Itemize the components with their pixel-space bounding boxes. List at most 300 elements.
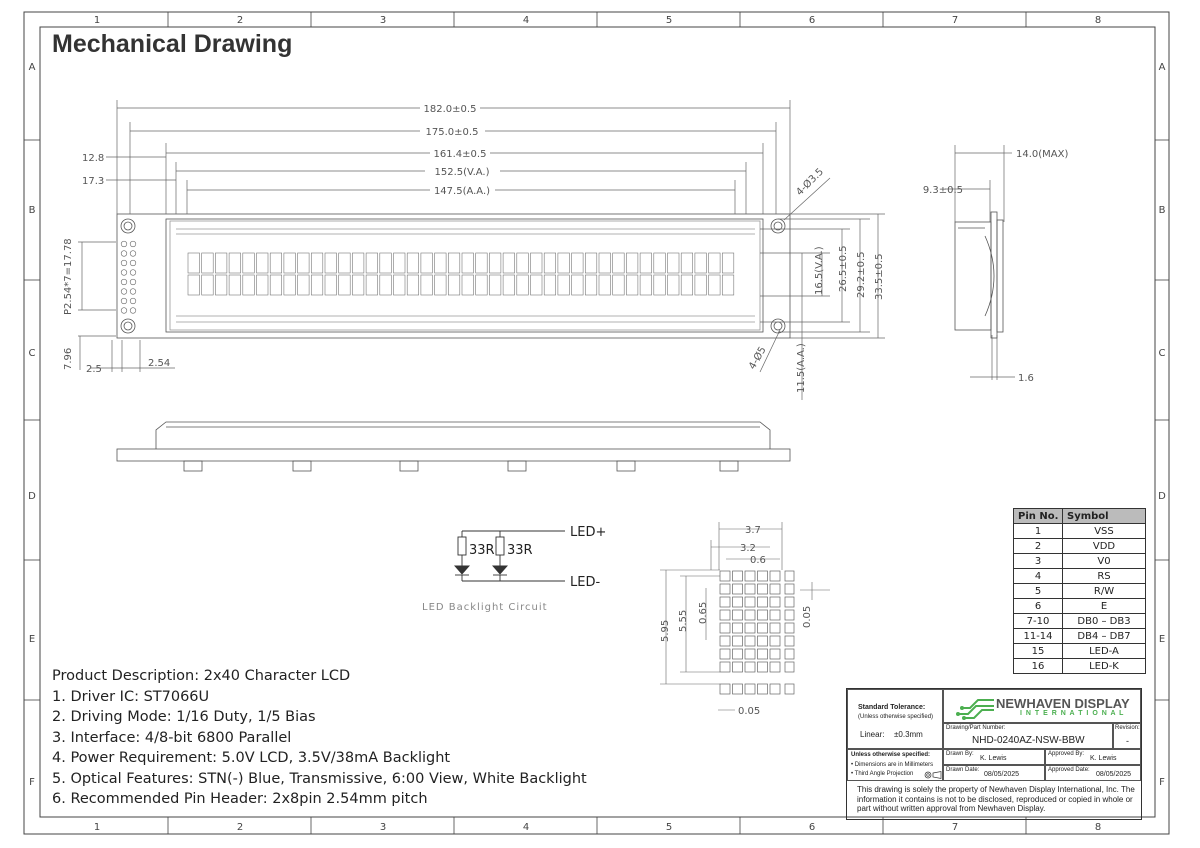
product-description — [52, 666, 587, 810]
table-row — [1014, 659, 1146, 674]
pin-number: 5 — [1014, 584, 1063, 599]
pin-pad — [130, 270, 136, 276]
pin-number: 1 — [1014, 524, 1063, 539]
dot-cell — [733, 649, 743, 659]
grid-column-label: 8 — [1094, 822, 1102, 833]
character-cell — [640, 275, 652, 295]
dot-cell — [733, 636, 743, 646]
pin-number: 6 — [1014, 599, 1063, 614]
grid-column-label: 2 — [236, 822, 244, 833]
description-item: 6. Recommended Pin Header: 2x8pin 2.54mm pitch — [52, 791, 428, 807]
character-cell — [517, 275, 529, 295]
table-row — [1014, 614, 1146, 629]
dim-3-2: 3.2 — [740, 543, 756, 554]
character-cell — [654, 253, 666, 273]
dot-cell — [785, 649, 794, 659]
table-row — [1014, 569, 1146, 584]
dim-3-7: 3.7 — [745, 525, 761, 536]
grid-column-label: 7 — [951, 822, 959, 833]
drawn-date: 08/05/2025 — [984, 771, 1020, 778]
pin-pad — [121, 260, 127, 266]
character-cell — [421, 253, 433, 273]
pin-symbol: DB0 – DB3 — [1063, 614, 1146, 629]
dim-175: 175.0±0.5 — [425, 127, 479, 138]
ownership-notice: This drawing is solely the property of Newhaven Display International, Inc. The information it contains is not to be disclosed, reproduced or copied in whole or part without written approval from Newhaven Display. — [857, 785, 1135, 813]
character-cell — [257, 275, 269, 295]
table-row — [1014, 584, 1146, 599]
dot-cell — [785, 597, 794, 607]
hole-top-label: 4-Ø3.5 — [794, 166, 826, 199]
dim-5-95: 5.95 — [660, 619, 671, 642]
character-cell — [558, 253, 570, 273]
pin-symbol: E — [1063, 599, 1146, 614]
character-cell — [380, 275, 392, 295]
character-cell — [681, 275, 693, 295]
led-minus-label: LED- — [570, 575, 601, 590]
character-cell — [352, 275, 364, 295]
mounting-tab — [720, 461, 738, 471]
character-cell — [695, 253, 707, 273]
dim-29-2: 29.2±0.5 — [856, 251, 867, 298]
pin-pad — [130, 279, 136, 285]
units-note: • Dimensions are in Millimeters — [851, 762, 934, 768]
character-cell — [407, 253, 419, 273]
character-cell — [229, 275, 241, 295]
character-cell — [668, 253, 680, 273]
character-cell — [188, 275, 200, 295]
grid-column-label: 7 — [951, 15, 959, 26]
pin-symbol: LED-A — [1063, 644, 1146, 659]
character-cell — [284, 275, 296, 295]
approved-date-label: Approved Date: — [1048, 767, 1090, 773]
character-cell — [435, 275, 447, 295]
dot-cell — [770, 571, 780, 581]
grid-row-label: C — [1158, 348, 1166, 359]
dot-cell — [733, 597, 743, 607]
dimension-lines — [78, 100, 1015, 400]
grid-row-label: B — [28, 205, 36, 216]
pin-pad — [121, 251, 127, 257]
character-cell — [421, 275, 433, 295]
dot-cell — [785, 662, 794, 672]
grid-column-label: 8 — [1094, 15, 1102, 26]
dot-cell — [720, 597, 730, 607]
grid-row-label: D — [28, 491, 36, 502]
description-item: 2. Driving Mode: 1/16 Duty, 1/5 Bias — [52, 709, 316, 725]
grid-column-label: 6 — [808, 15, 816, 26]
dim-2-54: 2.54 — [148, 358, 171, 369]
character-cell — [366, 253, 378, 273]
pin-symbol: RS — [1063, 569, 1146, 584]
units-cell — [847, 749, 943, 781]
dot-cell — [745, 649, 755, 659]
pin-number: 3 — [1014, 554, 1063, 569]
character-cell — [339, 253, 351, 273]
character-cell — [517, 253, 529, 273]
character-cell — [613, 253, 625, 273]
projection-note: • Third Angle Projection — [851, 771, 914, 777]
character-cell — [270, 275, 282, 295]
dot-cell — [745, 584, 755, 594]
part-number: NHD-0240AZ-NSW-BBW — [972, 735, 1085, 746]
dot-cell — [770, 662, 780, 672]
dot-cell — [770, 610, 780, 620]
character-cell — [668, 275, 680, 295]
dot-cell — [745, 623, 755, 633]
grid-row-label: F — [1159, 777, 1165, 788]
pin-symbol: VDD — [1063, 539, 1146, 554]
drawn-date-label: Drawn Date: — [946, 767, 980, 773]
mounting-tab — [508, 461, 526, 471]
dim-aa-h: 11.5(A.A.) — [796, 343, 807, 393]
unless-label: Unless otherwise specified: — [851, 752, 931, 758]
dot-cell — [745, 610, 755, 620]
character-cell — [476, 275, 488, 295]
dot-cell — [758, 684, 768, 694]
dim-0-65: 0.65 — [698, 601, 709, 624]
grid-row-label: D — [1158, 491, 1166, 502]
character-cell — [709, 275, 721, 295]
grid-row-label: E — [28, 634, 36, 645]
character-cell — [215, 253, 227, 273]
dim-2-5: 2.5 — [86, 364, 102, 375]
pin-symbol: LED-K — [1063, 659, 1146, 674]
dot-cell — [733, 571, 743, 581]
dot-cell — [745, 662, 755, 672]
grid-row-label: E — [1158, 634, 1166, 645]
character-cell — [298, 275, 310, 295]
dot-cell — [758, 649, 768, 659]
dot-cell — [720, 636, 730, 646]
pin-pad — [130, 298, 136, 304]
dim-161: 161.4±0.5 — [433, 149, 487, 160]
character-cell — [585, 253, 597, 273]
pin-pad — [121, 308, 127, 314]
character-cell — [339, 275, 351, 295]
pin-symbol: V0 — [1063, 554, 1146, 569]
character-cell — [558, 275, 570, 295]
backlight-texts — [422, 525, 606, 613]
grid-column-label: 6 — [808, 822, 816, 833]
pin-pad — [121, 289, 127, 295]
character-cell — [544, 253, 556, 273]
pin-symbol: R/W — [1063, 584, 1146, 599]
dot-cell — [785, 636, 794, 646]
grid-column-label: 4 — [522, 15, 530, 26]
dot-cell — [745, 571, 755, 581]
dot-cell — [720, 610, 730, 620]
character-cell — [352, 253, 364, 273]
dot-cell — [733, 623, 743, 633]
grid-row-label: A — [28, 62, 36, 73]
std-tolerance-note: (Unless otherwise specified) — [858, 714, 934, 720]
third-angle-projection-icon — [924, 771, 942, 779]
dot-cell — [785, 623, 794, 633]
grid-column-label: 4 — [522, 822, 530, 833]
grid-column-label: 1 — [93, 15, 101, 26]
pin-pad — [121, 241, 127, 247]
dot-cell — [758, 597, 768, 607]
dim-147: 147.5(A.A.) — [433, 186, 491, 197]
dot-cell — [758, 662, 768, 672]
description-item: 4. Power Requirement: 5.0V LCD, 3.5V/38mA Backlight — [52, 750, 451, 766]
character-cell — [325, 275, 337, 295]
page-title: Mechanical Drawing — [52, 30, 293, 58]
character-cell — [448, 275, 460, 295]
bottom-view — [117, 422, 790, 471]
grid-column-label: 3 — [379, 15, 387, 26]
dot-cell — [785, 584, 794, 594]
character-cell — [613, 275, 625, 295]
mounting-tab — [293, 461, 311, 471]
character-cell — [722, 275, 734, 295]
dot-cell — [770, 636, 780, 646]
table-row — [1014, 539, 1146, 554]
pin-pad — [130, 241, 136, 247]
part-number-cell — [943, 723, 1113, 749]
pin-pad — [121, 298, 127, 304]
linear-value: ±0.3mm — [894, 730, 923, 739]
character-cell — [394, 275, 406, 295]
title-block — [846, 688, 1142, 820]
character-cell — [462, 275, 474, 295]
character-cell — [311, 275, 323, 295]
dot-cell — [745, 684, 755, 694]
character-cell — [489, 275, 501, 295]
character-cell — [462, 253, 474, 273]
dim-5-55: 5.55 — [678, 609, 689, 632]
newhaven-logo-icon — [956, 694, 996, 720]
character-cell — [626, 275, 638, 295]
dim-26-5: 26.5±0.5 — [838, 245, 849, 292]
dot-cell — [720, 623, 730, 633]
table-row — [1014, 599, 1146, 614]
pin-pad — [130, 289, 136, 295]
pin-pad — [130, 260, 136, 266]
character-cell — [325, 253, 337, 273]
character-cell — [215, 275, 227, 295]
grid-row-label: F — [29, 777, 35, 788]
character-cell — [380, 253, 392, 273]
character-cell — [544, 275, 556, 295]
character-cell — [626, 253, 638, 273]
character-cell — [298, 253, 310, 273]
character-cell — [585, 275, 597, 295]
backlight-caption: LED Backlight Circuit — [422, 602, 548, 613]
grid-row-label: B — [1158, 205, 1166, 216]
pin-number: 4 — [1014, 569, 1063, 584]
character-cell — [188, 253, 200, 273]
pin-table-header-symbol: Symbol — [1063, 509, 1146, 524]
grid-column-label: 2 — [236, 15, 244, 26]
revision-value: - — [1126, 736, 1129, 746]
approved-date: 08/05/2025 — [1096, 771, 1132, 778]
character-cell — [503, 275, 514, 295]
character-cell — [681, 253, 693, 273]
character-cell — [654, 275, 666, 295]
grid-column-label: 5 — [665, 15, 673, 26]
side-view — [955, 212, 1003, 338]
pin-number: 15 — [1014, 644, 1063, 659]
dot-cell — [758, 610, 768, 620]
character-cell — [531, 275, 543, 295]
company-name: NEWHAVEN DISPLAY — [996, 696, 1130, 711]
approved-date-cell — [1045, 765, 1141, 781]
pin-number: 11-14 — [1014, 629, 1063, 644]
character-cell — [695, 275, 707, 295]
dot-cell — [758, 571, 768, 581]
character-cell — [531, 253, 543, 273]
dim-182: 182.0±0.5 — [423, 104, 477, 115]
hole-bottom-label: 4-Ø5 — [747, 345, 769, 372]
character-cell — [243, 253, 255, 273]
notice-cell — [847, 781, 1141, 819]
description-item: 3. Interface: 4/8-bit 6800 Parallel — [52, 729, 292, 746]
front-view — [117, 214, 790, 338]
dot-cell — [733, 584, 743, 594]
led-plus-label: LED+ — [570, 525, 607, 540]
pin-pad — [130, 308, 136, 314]
grid-column-label: 3 — [379, 822, 387, 833]
dim-va-h: 16.5(V.A.) — [814, 246, 825, 295]
dot-cell — [720, 571, 730, 581]
mounting-tab — [400, 461, 418, 471]
dot-cell — [720, 662, 730, 672]
drawn-by: K. Lewis — [980, 755, 1007, 762]
pin-symbol: DB4 – DB7 — [1063, 629, 1146, 644]
revision-cell — [1113, 723, 1141, 749]
dim-0-6: 0.6 — [750, 555, 766, 566]
dot-cell — [733, 662, 743, 672]
dimension-texts — [63, 104, 1068, 717]
dot-cell — [770, 597, 780, 607]
description-item: 5. Optical Features: STN(-) Blue, Transmissive, 6:00 View, White Backlight — [52, 770, 587, 787]
table-row — [1014, 644, 1146, 659]
grid-row-label: A — [1158, 62, 1166, 73]
dim-152: 152.5(V.A.) — [434, 167, 490, 178]
pin-table — [1013, 508, 1146, 674]
character-cell-detail — [720, 571, 794, 694]
dot-cell — [770, 684, 780, 694]
revision-label: Revision: — [1115, 725, 1140, 731]
character-cell — [709, 253, 721, 273]
character-cell — [640, 253, 652, 273]
table-row — [1014, 524, 1146, 539]
table-row — [1014, 629, 1146, 644]
character-cell — [394, 253, 406, 273]
drawn-by-label: Drawn By: — [946, 751, 974, 757]
dim-7-96: 7.96 — [63, 347, 74, 370]
dot-cell — [770, 623, 780, 633]
character-cell — [407, 275, 419, 295]
character-cell — [489, 253, 501, 273]
mounting-tab — [617, 461, 635, 471]
character-cell — [284, 253, 296, 273]
character-cell — [476, 253, 488, 273]
dim-0-05-v: 0.05 — [802, 605, 813, 628]
approved-by-label: Approved By: — [1048, 751, 1085, 757]
character-cell — [311, 253, 323, 273]
dim-pitch: P2.54*7=17.78 — [63, 238, 74, 315]
dim-12-8: 12.8 — [82, 153, 105, 164]
dot-cell — [785, 571, 794, 581]
dot-cell — [745, 597, 755, 607]
mounting-tab — [184, 461, 202, 471]
resistor-1-label: 33R — [469, 543, 495, 558]
dot-cell — [733, 684, 743, 694]
description-item: 1. Driver IC: ST7066U — [52, 688, 210, 705]
grid-row-label: C — [28, 348, 36, 359]
dim-side-1-6: 1.6 — [1018, 373, 1034, 384]
logo-cell — [943, 689, 1141, 723]
character-cell — [448, 253, 460, 273]
pin-pad — [121, 279, 127, 285]
table-row — [1014, 554, 1146, 569]
dot-cell — [720, 649, 730, 659]
approved-by: K. Lewis — [1090, 755, 1117, 762]
pin-symbol: VSS — [1063, 524, 1146, 539]
grid-column-label: 1 — [93, 822, 101, 833]
company-subtitle: I N T E R N A T I O N A L — [1020, 710, 1125, 717]
dot-cell — [770, 649, 780, 659]
linear-label: Linear: — [860, 730, 885, 739]
pin-number: 7-10 — [1014, 614, 1063, 629]
character-cell — [503, 253, 514, 273]
character-cell — [435, 253, 447, 273]
pin-number: 2 — [1014, 539, 1063, 554]
character-cell — [366, 275, 378, 295]
pin-table-header-pin: Pin No. — [1014, 509, 1063, 524]
dot-cell — [758, 584, 768, 594]
description-heading: Product Description: 2x40 Character LCD — [52, 668, 351, 684]
approved-by-cell — [1045, 749, 1141, 765]
pin-pad — [130, 251, 136, 257]
character-cell — [572, 275, 584, 295]
dim-17-3: 17.3 — [82, 176, 105, 187]
dim-33-5: 33.5±0.5 — [874, 253, 885, 300]
character-cell — [243, 275, 255, 295]
dot-cell — [745, 636, 755, 646]
character-cell — [270, 253, 282, 273]
dot-cell — [770, 584, 780, 594]
grid-column-label: 5 — [665, 822, 673, 833]
character-cell — [229, 253, 241, 273]
dot-cell — [785, 684, 794, 694]
drawn-date-cell — [943, 765, 1045, 781]
dot-cell — [720, 584, 730, 594]
character-cell — [257, 253, 269, 273]
dot-cell — [758, 623, 768, 633]
tolerance-cell — [847, 689, 943, 749]
resistor-2-label: 33R — [507, 543, 533, 558]
dim-side-14: 14.0(MAX) — [1016, 149, 1069, 160]
character-cell — [202, 253, 214, 273]
dot-cell — [785, 610, 794, 620]
std-tolerance-label: Standard Tolerance: — [858, 704, 926, 711]
part-number-label: Drawing/Part Number: — [946, 725, 1006, 731]
dot-cell — [720, 684, 730, 694]
character-cell — [572, 253, 584, 273]
character-cell — [599, 253, 611, 273]
character-cell — [599, 275, 611, 295]
pin-number: 16 — [1014, 659, 1063, 674]
character-cell — [202, 275, 214, 295]
dot-cell — [758, 636, 768, 646]
character-cell — [722, 253, 734, 273]
dim-0-05-h: 0.05 — [738, 706, 761, 717]
pin-pad — [121, 270, 127, 276]
dim-side-9-3: 9.3±0.5 — [922, 185, 963, 196]
